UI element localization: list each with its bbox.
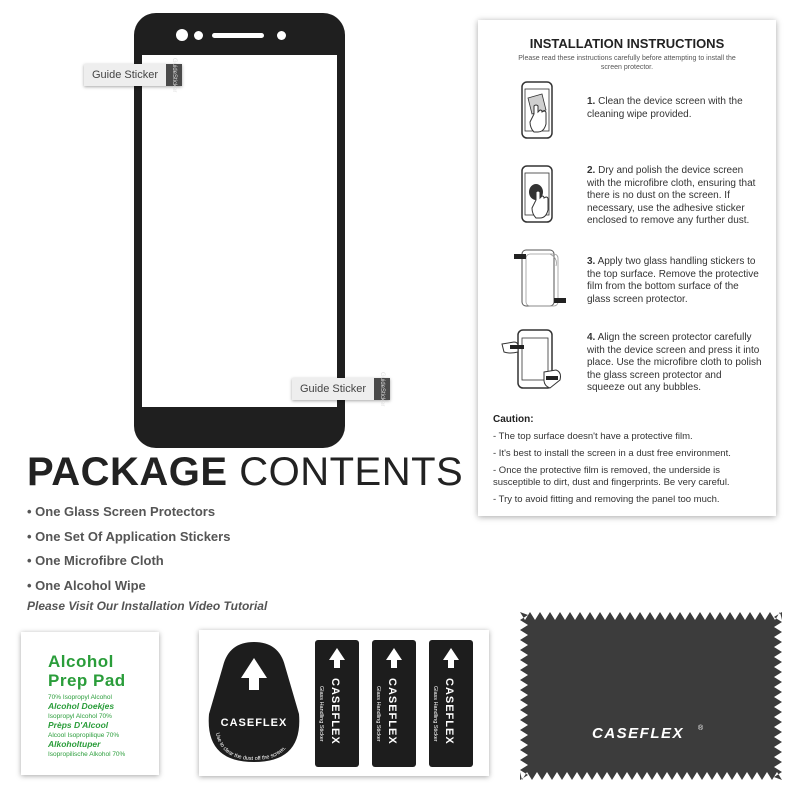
alcohol-line: Alkoholtuper [48, 739, 101, 749]
package-item: • One Microfibre Cloth [27, 553, 164, 568]
strip-brand: CASEFLEX [443, 678, 455, 745]
application-stickers-sheet [199, 630, 489, 776]
dust-removal-sticker [207, 640, 301, 764]
alcohol-title-line1: Alcohol [48, 652, 114, 671]
package-title-bold: PACKAGE [27, 450, 228, 494]
caution-list [493, 431, 763, 511]
alcohol-line: Alcool Isopropilique 70% [48, 732, 120, 739]
package-list [27, 500, 230, 598]
dust-sticker-brand: CASEFLEX [220, 717, 288, 729]
step-text: 3. Apply two glass handling stickers to the top surface. Remove the protective film from the bottom surface of the glass screen protector. [587, 256, 759, 305]
guide-sticker-tab: GuideSticker [166, 64, 182, 86]
strip-text: Glass Handling Sticker [318, 686, 324, 742]
alcohol-line: Prèps D'Alcool [48, 720, 109, 730]
guide-sticker-label: Guide Sticker [84, 64, 166, 86]
dust-sticker-text: Use to clear the dust off the screen. [213, 732, 288, 763]
alcohol-title-line2: Prep Pad [48, 671, 126, 690]
earpiece-speaker [212, 33, 264, 38]
arrow-up-icon [315, 640, 359, 676]
package-item: • One Glass Screen Protectors [27, 504, 216, 519]
glass-handling-sticker [372, 640, 416, 767]
package-title [27, 450, 463, 495]
guide-sticker-label: Guide Sticker [292, 378, 374, 400]
installation-instructions-card [478, 20, 776, 516]
alcohol-line: Alcohol Doekjes [48, 701, 115, 711]
strip-text: Glass Handling Sticker [375, 686, 381, 742]
glass-handling-sticker [315, 640, 359, 767]
microfibre-cloth [520, 612, 782, 780]
caution-item: - The top surface doesn't have a protective film. [493, 431, 693, 442]
cloth-registered: ® [698, 725, 704, 732]
step-text: 1. Clean the device screen with the cleaning wipe provided. [587, 96, 743, 120]
package-item: • One Set Of Application Stickers [27, 528, 231, 544]
caution-item: - It's best to install the screen in a dust free environment. [493, 448, 731, 459]
package-item: • One Alcohol Wipe [27, 577, 146, 593]
glass-handling-sticker [429, 640, 473, 767]
phone-wipe-illustration-icon [500, 80, 570, 150]
alcohol-prep-pad [21, 632, 159, 775]
align-protector-illustration-icon [500, 326, 570, 396]
phone-screen [142, 55, 337, 407]
front-sensor [194, 31, 203, 40]
strip-brand: CASEFLEX [329, 678, 341, 745]
strip-text: Glass Handling Sticker [432, 686, 438, 742]
video-tutorial-note: Please Visit Our Installation Video Tutorial [27, 599, 268, 613]
alcohol-line: Isopropilische Alkohol 70% [48, 751, 126, 758]
alcohol-line: 70% Isopropyl Alcohol [48, 694, 112, 701]
caution-item: - Once the protective film is removed, the underside is susceptible to dirt, dust and fingerprints. Be very careful. [493, 465, 730, 488]
instructions-title: INSTALLATION INSTRUCTIONS [529, 36, 725, 51]
guide-sticker-bottom [292, 371, 390, 407]
guide-sticker-tab: GuideSticker [374, 378, 390, 400]
front-camera [176, 29, 188, 41]
caution-title: Caution: [493, 414, 534, 425]
package-title-light: CONTENTS [239, 450, 464, 494]
cloth-brand: CASEFLEX [591, 725, 685, 742]
instructions-subtitle: Please read these instructions carefully before attempting to install the screen protector. [518, 55, 736, 71]
proximity-sensor [277, 31, 286, 40]
arrow-up-icon [429, 640, 473, 676]
strip-brand: CASEFLEX [386, 678, 398, 745]
arrow-up-icon [372, 640, 416, 676]
caution-item: - Try to avoid fitting and removing the panel too much. [493, 494, 720, 505]
step-text: 4. Align the screen protector carefully with the device screen and press it into place. Use the microfibre cloth to polish the glass screen protector and squeeze out any bubbles. [587, 332, 762, 393]
phone-polish-illustration-icon [500, 162, 570, 232]
step-text: 2. Dry and polish the device screen with the microfibre cloth, ensuring that there is no dust on the screen. If necessary, use the adhesive sticker enclosed to remove any further dust. [587, 165, 756, 226]
alcohol-line: Isopropyl Alcohol 70% [48, 713, 112, 720]
glass-protector-illustration-icon [500, 246, 570, 316]
guide-sticker-top [84, 57, 182, 93]
